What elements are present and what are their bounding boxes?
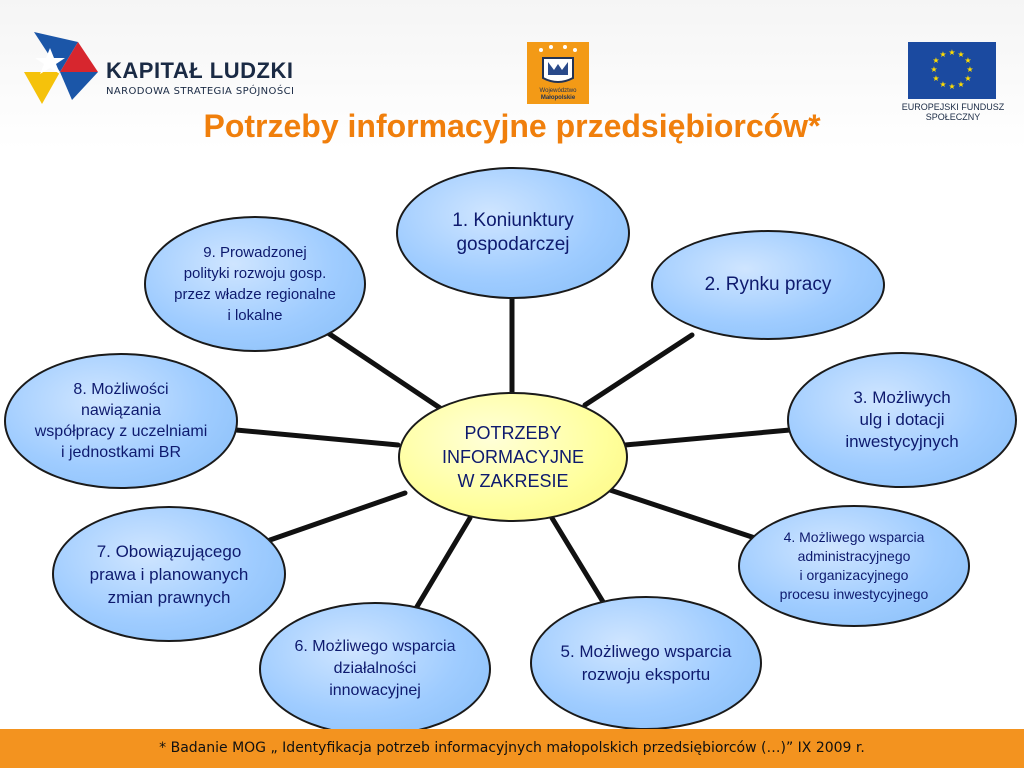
svg-text:★: ★ xyxy=(964,74,972,83)
node-8-line-3: współpracy z uczelniami xyxy=(34,423,208,440)
node-1-line-1: 1. Koniunktury xyxy=(452,210,574,231)
connector-line-2 xyxy=(585,335,692,405)
svg-text:★: ★ xyxy=(932,74,940,83)
node-6-line-3: innowacyjnej xyxy=(329,682,421,699)
node-7-line-3: zmian prawnych xyxy=(107,587,231,607)
malopolska-text-line-2: Małopolskie xyxy=(540,95,576,101)
center-node-line-3: W ZAKRESIE xyxy=(457,471,569,491)
node-2-rynku-pracy xyxy=(651,230,885,340)
node-7-line-1: 7. Obowiązującego xyxy=(96,541,242,561)
connector-line-7 xyxy=(270,493,405,540)
kapital-ludzki-title: KAPITAŁ LUDZKI xyxy=(106,58,294,83)
svg-text:★: ★ xyxy=(939,50,947,59)
node-9-line-3: przez władze regionalne xyxy=(174,286,336,303)
node-4-wsparcie-inwestycyjne xyxy=(738,505,970,627)
node-4-line-4: procesu inwestycyjnego xyxy=(779,586,929,602)
node-6-wsparcie-innowacyjne xyxy=(259,602,491,736)
node-3-ulgi-dotacje xyxy=(787,352,1017,488)
center-node-line-1: POTRZEBY xyxy=(464,423,562,443)
node-8-line-4: i jednostkami BR xyxy=(60,444,182,461)
svg-text:★: ★ xyxy=(948,48,956,57)
node-9-line-4: i lokalne xyxy=(227,307,283,324)
center-node-line-2: INFORMACYJNE xyxy=(441,447,584,467)
svg-text:★: ★ xyxy=(957,50,965,59)
node-5-line-2: rozwoju eksportu xyxy=(581,665,711,684)
node-5-wsparcie-eksportu xyxy=(530,596,762,730)
node-3-line-3: inwestycyjnych xyxy=(845,432,959,451)
node-6-line-1: 6. Możliwego wsparcia xyxy=(294,638,456,655)
node-7-prawo xyxy=(52,506,286,642)
node-5-line-1: 5. Możliwego wsparcia xyxy=(560,642,732,661)
node-3-line-2: ulg i dotacji xyxy=(859,410,945,429)
node-8-line-1: 8. Możliwości xyxy=(73,381,169,398)
node-8-line-2: nawiązania xyxy=(80,402,162,419)
connector-line-3 xyxy=(625,430,790,445)
svg-text:★: ★ xyxy=(930,65,938,74)
kapital-ludzki-subtitle: NARODOWA STRATEGIA SPÓJNOŚCI xyxy=(106,86,295,97)
page-title: Potrzeby informacyjne przedsiębiorców* xyxy=(203,108,821,144)
connector-line-6 xyxy=(415,518,470,610)
node-1-koniunktury xyxy=(396,167,630,299)
eu-fund-line-2: SPOŁECZNY xyxy=(925,112,981,122)
connector-line-8 xyxy=(236,430,398,445)
node-2-line-1: 2. Rynku pracy xyxy=(704,274,832,295)
malopolska-text-line-1: Województwo xyxy=(539,88,577,94)
node-8-wspolpraca xyxy=(4,353,238,489)
svg-text:★: ★ xyxy=(964,56,972,65)
svg-text:★: ★ xyxy=(948,82,956,91)
node-1-line-2: gospodarczej xyxy=(456,234,570,255)
node-9-line-2: polityki rozwoju gosp. xyxy=(183,265,327,282)
node-3-line-1: 3. Możliwych xyxy=(853,388,951,407)
node-4-line-3: i organizacyjnego xyxy=(799,567,909,583)
connector-line-4 xyxy=(610,490,755,538)
svg-text:★: ★ xyxy=(932,56,940,65)
footnote: * Badanie MOG „ Identyfikacja potrzeb informacyjnych małopolskich przedsiębiorców (…)” IX 2009 r. xyxy=(159,740,865,756)
svg-text:★: ★ xyxy=(966,65,974,74)
connector-line-5 xyxy=(552,518,608,610)
node-4-line-2: administracyjnego xyxy=(797,548,911,564)
svg-text:★: ★ xyxy=(957,80,965,89)
node-9-polityka xyxy=(144,216,366,352)
connector-line-9 xyxy=(328,333,440,408)
svg-text:★: ★ xyxy=(939,80,947,89)
node-4-line-1: 4. Możliwego wsparcia xyxy=(783,529,925,545)
node-9-line-1: 9. Prowadzonej xyxy=(203,244,307,261)
node-7-line-2: prawa i planowanych xyxy=(89,564,249,584)
eu-fund-line-1: EUROPEJSKI FUNDUSZ xyxy=(901,102,1005,112)
node-6-line-2: działalności xyxy=(333,660,417,677)
center-node xyxy=(398,392,628,522)
